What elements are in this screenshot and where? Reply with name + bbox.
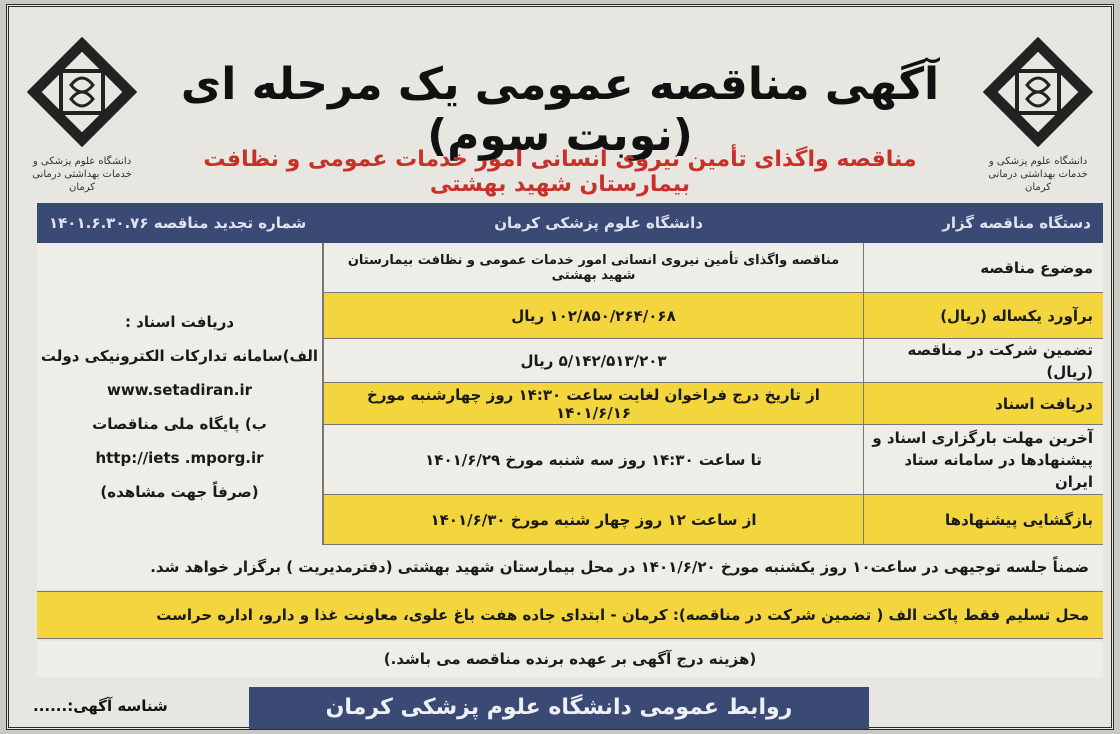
logo-caption-right: دانشگاه علوم پزشکی و خدمات بهداشتی درمانی کرمان xyxy=(988,156,1088,193)
page-subtitle: مناقصه واگذای تأمین نیروی انسانی امور خدمات عمومی و نظافت بیمارستان شهید بهشتی xyxy=(203,147,917,197)
briefing-note: ضمناً جلسه توجیهی در ساعت۱۰ روز یکشنبه مورخ ۱۴۰۱/۶/۲۰ در محل بیمارستان شهید بهشتی (دفترمدیریت ) برگزار خواهد شد. xyxy=(37,545,1103,589)
page-title: آگهی مناقصه عمومی یک مرحله ای (نوبت سوم) xyxy=(180,59,940,161)
ad-id: شناسه آگهی:...... xyxy=(33,697,168,715)
header-tender-organizer: دستگاه مناقصه گزار xyxy=(942,214,1091,232)
row-value: ۵/۱۴۲/۵۱۳/۲۰۳ ریال xyxy=(323,339,863,382)
source-b-url[interactable]: http://iets .mporg.ir xyxy=(95,449,264,467)
source-a-url[interactable]: www.setadiran.ir xyxy=(106,381,253,399)
logo-right xyxy=(983,37,1093,193)
row-label: برآورد یکساله (ریال) xyxy=(863,293,1103,338)
row-value: ۱۰۲/۸۵۰/۲۶۴/۰۶۸ ریال xyxy=(323,293,863,338)
document-sources xyxy=(37,243,323,545)
footer-org-bar: روابط عمومی دانشگاه علوم پزشکی کرمان xyxy=(249,687,869,729)
row-label: تضمین شرکت در مناقصه (ریال) xyxy=(863,339,1103,382)
row-value: از تاریخ درج فراخوان لغایت ساعت ۱۴:۳۰ روز چهارشنبه مورخ ۱۴۰۱/۶/۱۶ xyxy=(323,383,863,424)
cost-note: (هزینه درج آگهی بر عهده برنده مناقصه می باشد.) xyxy=(37,641,1103,677)
sources-note: (صرفاً جهت مشاهده) xyxy=(100,483,259,501)
row-value: تا ساعت ۱۴:۳۰ روز سه شنبه مورخ ۱۴۰۱/۶/۲۹ xyxy=(323,425,863,494)
delivery-note: محل تسلیم فقط پاکت الف ( تضمین شرکت در مناقصه): کرمان - ابتدای جاده هفت باغ علوی، معاونت غذا و دارو، اداره حراست xyxy=(37,591,1103,639)
source-b-label: ب) پایگاه ملی مناقصات xyxy=(92,415,267,433)
row-label: آخرین مهلت بارگزاری اسناد و پیشنهادها در سامانه ستاد ایران xyxy=(863,425,1103,494)
university-emblem-icon xyxy=(27,37,137,147)
row-label: بازگشایی پیشنهادها xyxy=(863,495,1103,544)
ad-paper xyxy=(6,4,1114,730)
logo-left xyxy=(27,37,137,193)
header-organization: دانشگاه علوم پزشکی کرمان xyxy=(494,214,703,232)
sources-heading: دریافت اسناد : xyxy=(124,313,235,331)
university-emblem-icon xyxy=(983,37,1093,147)
row-label: موضوع مناقصه xyxy=(863,243,1103,292)
row-value: از ساعت ۱۲ روز چهار شنبه مورخ ۱۴۰۱/۶/۳۰ xyxy=(323,495,863,544)
source-a-label: الف)سامانه تدارکات الکترونیکی دولت xyxy=(40,347,319,365)
table-header-bar xyxy=(37,203,1103,243)
logo-caption-left: دانشگاه علوم پزشکی و خدمات بهداشتی درمانی کرمان xyxy=(32,156,132,193)
row-label: دریافت اسناد xyxy=(863,383,1103,424)
header-tender-number: شماره تجدید مناقصه ۱۴۰۱.۶.۳۰.۷۶ xyxy=(49,214,307,232)
row-value: مناقصه واگذای تأمین نیروی انسانی امور خدمات عمومی و نظافت بیمارستان شهید بهشتی xyxy=(323,243,863,292)
